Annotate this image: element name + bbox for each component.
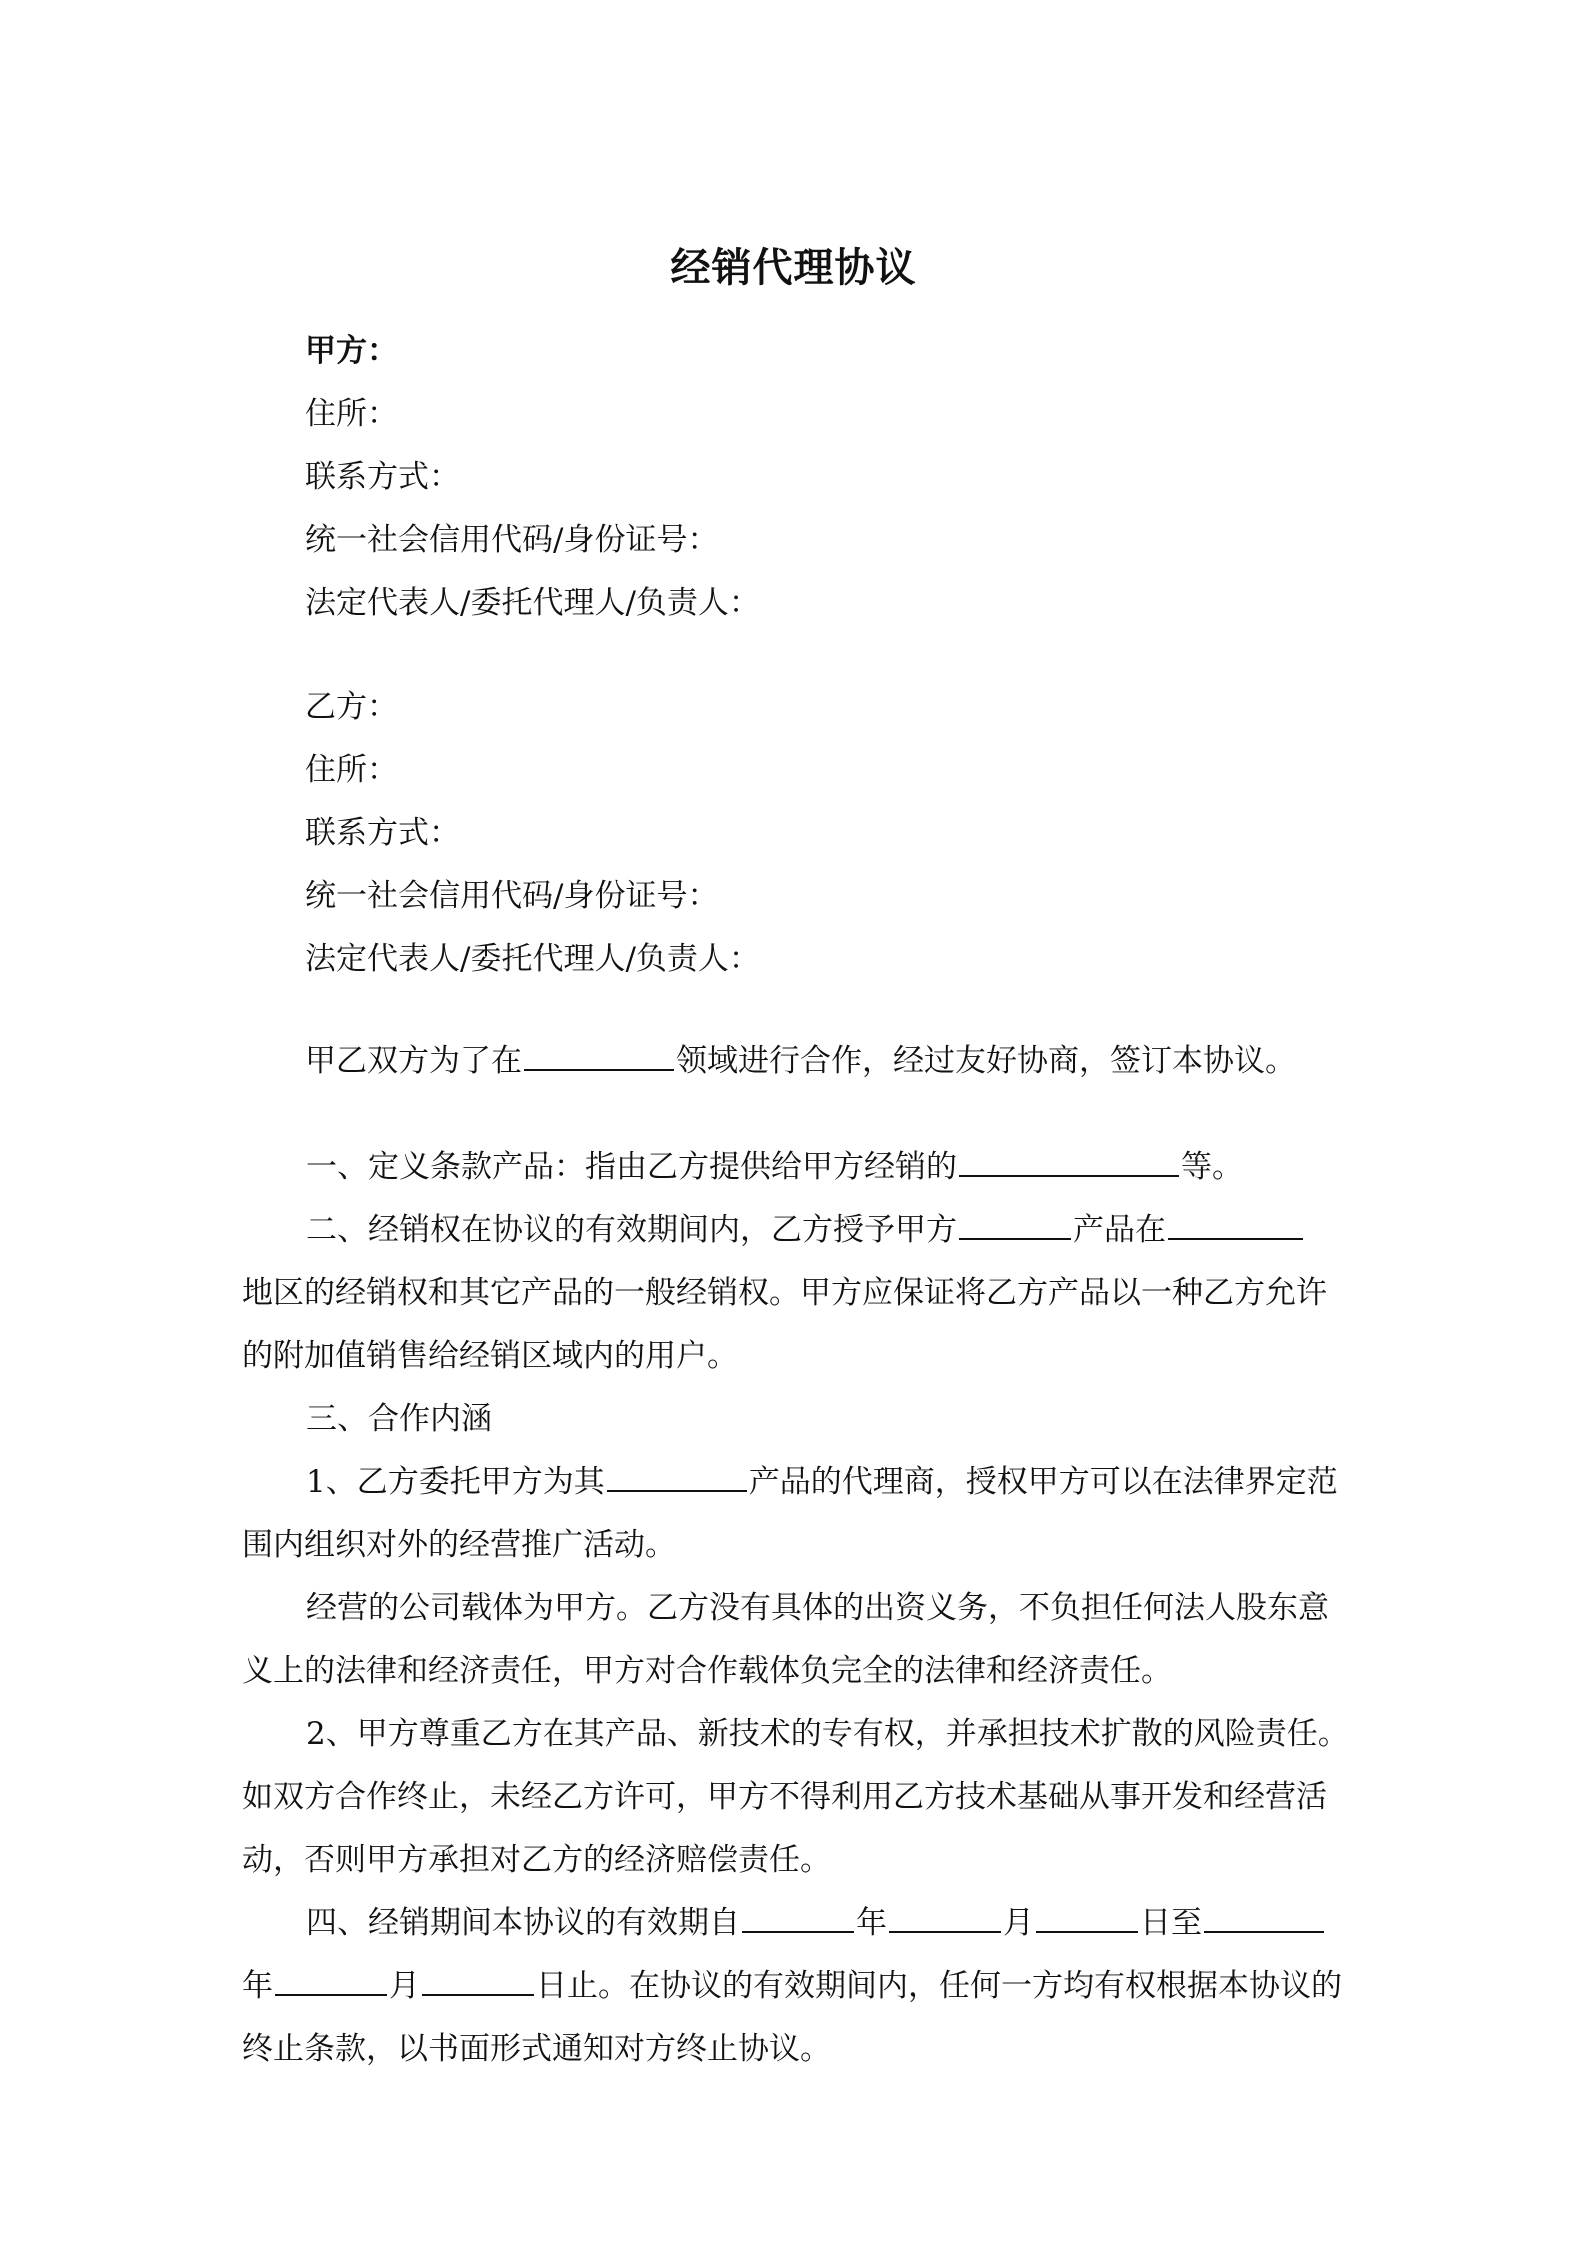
clause-4-line-3: 终止条款，以书面形式通知对方终止协议。 xyxy=(242,2031,831,2067)
clause-2-line-1: 二、经销权在协议的有效期间内，乙方授予甲方 产品在 xyxy=(242,1199,1354,1262)
clause-1: 一、定义条款产品：指由乙方提供给甲方经销的 等。 xyxy=(242,1136,1354,1199)
preamble-before: 甲乙双方为了在 xyxy=(305,1043,522,1079)
clause-3-item-2-line-3: 动，否则甲方承担对乙方的经济赔偿责任。 xyxy=(242,1842,831,1878)
party-a-label: 甲方： xyxy=(305,333,398,369)
document-title: 经销代理协议 xyxy=(670,245,917,291)
clause-4-line-2: 年 月 日止。在协议的有效期间内，任何一方均有权根据本协议的 xyxy=(242,1955,1354,2018)
party-a-representative: 法定代表人/委托代理人/负责人： xyxy=(305,585,760,621)
clauses-section xyxy=(242,1136,1354,2081)
field-blank xyxy=(1168,1208,1303,1240)
party-a-contact: 联系方式： xyxy=(305,459,460,495)
field-blank xyxy=(524,1039,674,1071)
party-b-credit-code: 统一社会信用代码/身份证号： xyxy=(305,878,719,914)
party-b-contact: 联系方式： xyxy=(305,815,460,851)
clause-2-line-2: 地区的经销权和其它产品的一般经销权。甲方应保证将乙方产品以一种乙方允许 xyxy=(242,1275,1327,1311)
field-blank xyxy=(422,1964,534,1996)
clause-3-item-2-line-2: 如双方合作终止，未经乙方许可，甲方不得利用乙方技术基础从事开发和经营活 xyxy=(242,1779,1327,1815)
field-blank xyxy=(889,1901,1001,1933)
field-blank xyxy=(1036,1901,1138,1933)
party-a-address: 住所： xyxy=(305,396,398,432)
clause-3-item-2-line-1: 2、甲方尊重乙方在其产品、新技术的专有权，并承担技术扩散的风险责任。 xyxy=(306,1716,1349,1752)
clause-3-para-2-line-1: 经营的公司载体为甲方。乙方没有具体的出资义务，不负担任何法人股东意 xyxy=(306,1590,1329,1626)
clause-3-para-2-line-2: 义上的法律和经济责任，甲方对合作载体负完全的法律和经济责任。 xyxy=(242,1653,1172,1689)
party-b-block xyxy=(305,676,1415,991)
party-b-representative: 法定代表人/委托代理人/负责人： xyxy=(305,941,760,977)
party-a-block xyxy=(305,320,1415,635)
clause-4-line-1: 四、经销期间本协议的有效期自 年 月 日至 xyxy=(242,1892,1354,1955)
clause-2-line-3: 的附加值销售给经销区域内的用户。 xyxy=(242,1338,738,1374)
field-blank xyxy=(959,1145,1179,1177)
preamble-after: 领域进行合作，经过友好协商，签订本协议。 xyxy=(676,1043,1296,1079)
field-blank xyxy=(607,1460,747,1492)
preamble-paragraph xyxy=(305,1030,1355,1093)
clause-3-item-1-line-2: 围内组织对外的经营推广活动。 xyxy=(242,1527,676,1563)
party-b-address: 住所： xyxy=(305,752,398,788)
clause-3-heading: 三、合作内涵 xyxy=(306,1401,492,1437)
clause-3-item-1: 1、乙方委托甲方为其 产品的代理商，授权甲方可以在法律界定范 xyxy=(242,1451,1354,1514)
party-b-label: 乙方： xyxy=(305,689,398,725)
party-a-credit-code: 统一社会信用代码/身份证号： xyxy=(305,522,719,558)
field-blank xyxy=(959,1208,1071,1240)
field-blank xyxy=(742,1901,854,1933)
field-blank xyxy=(1204,1901,1324,1933)
field-blank xyxy=(275,1964,387,1996)
